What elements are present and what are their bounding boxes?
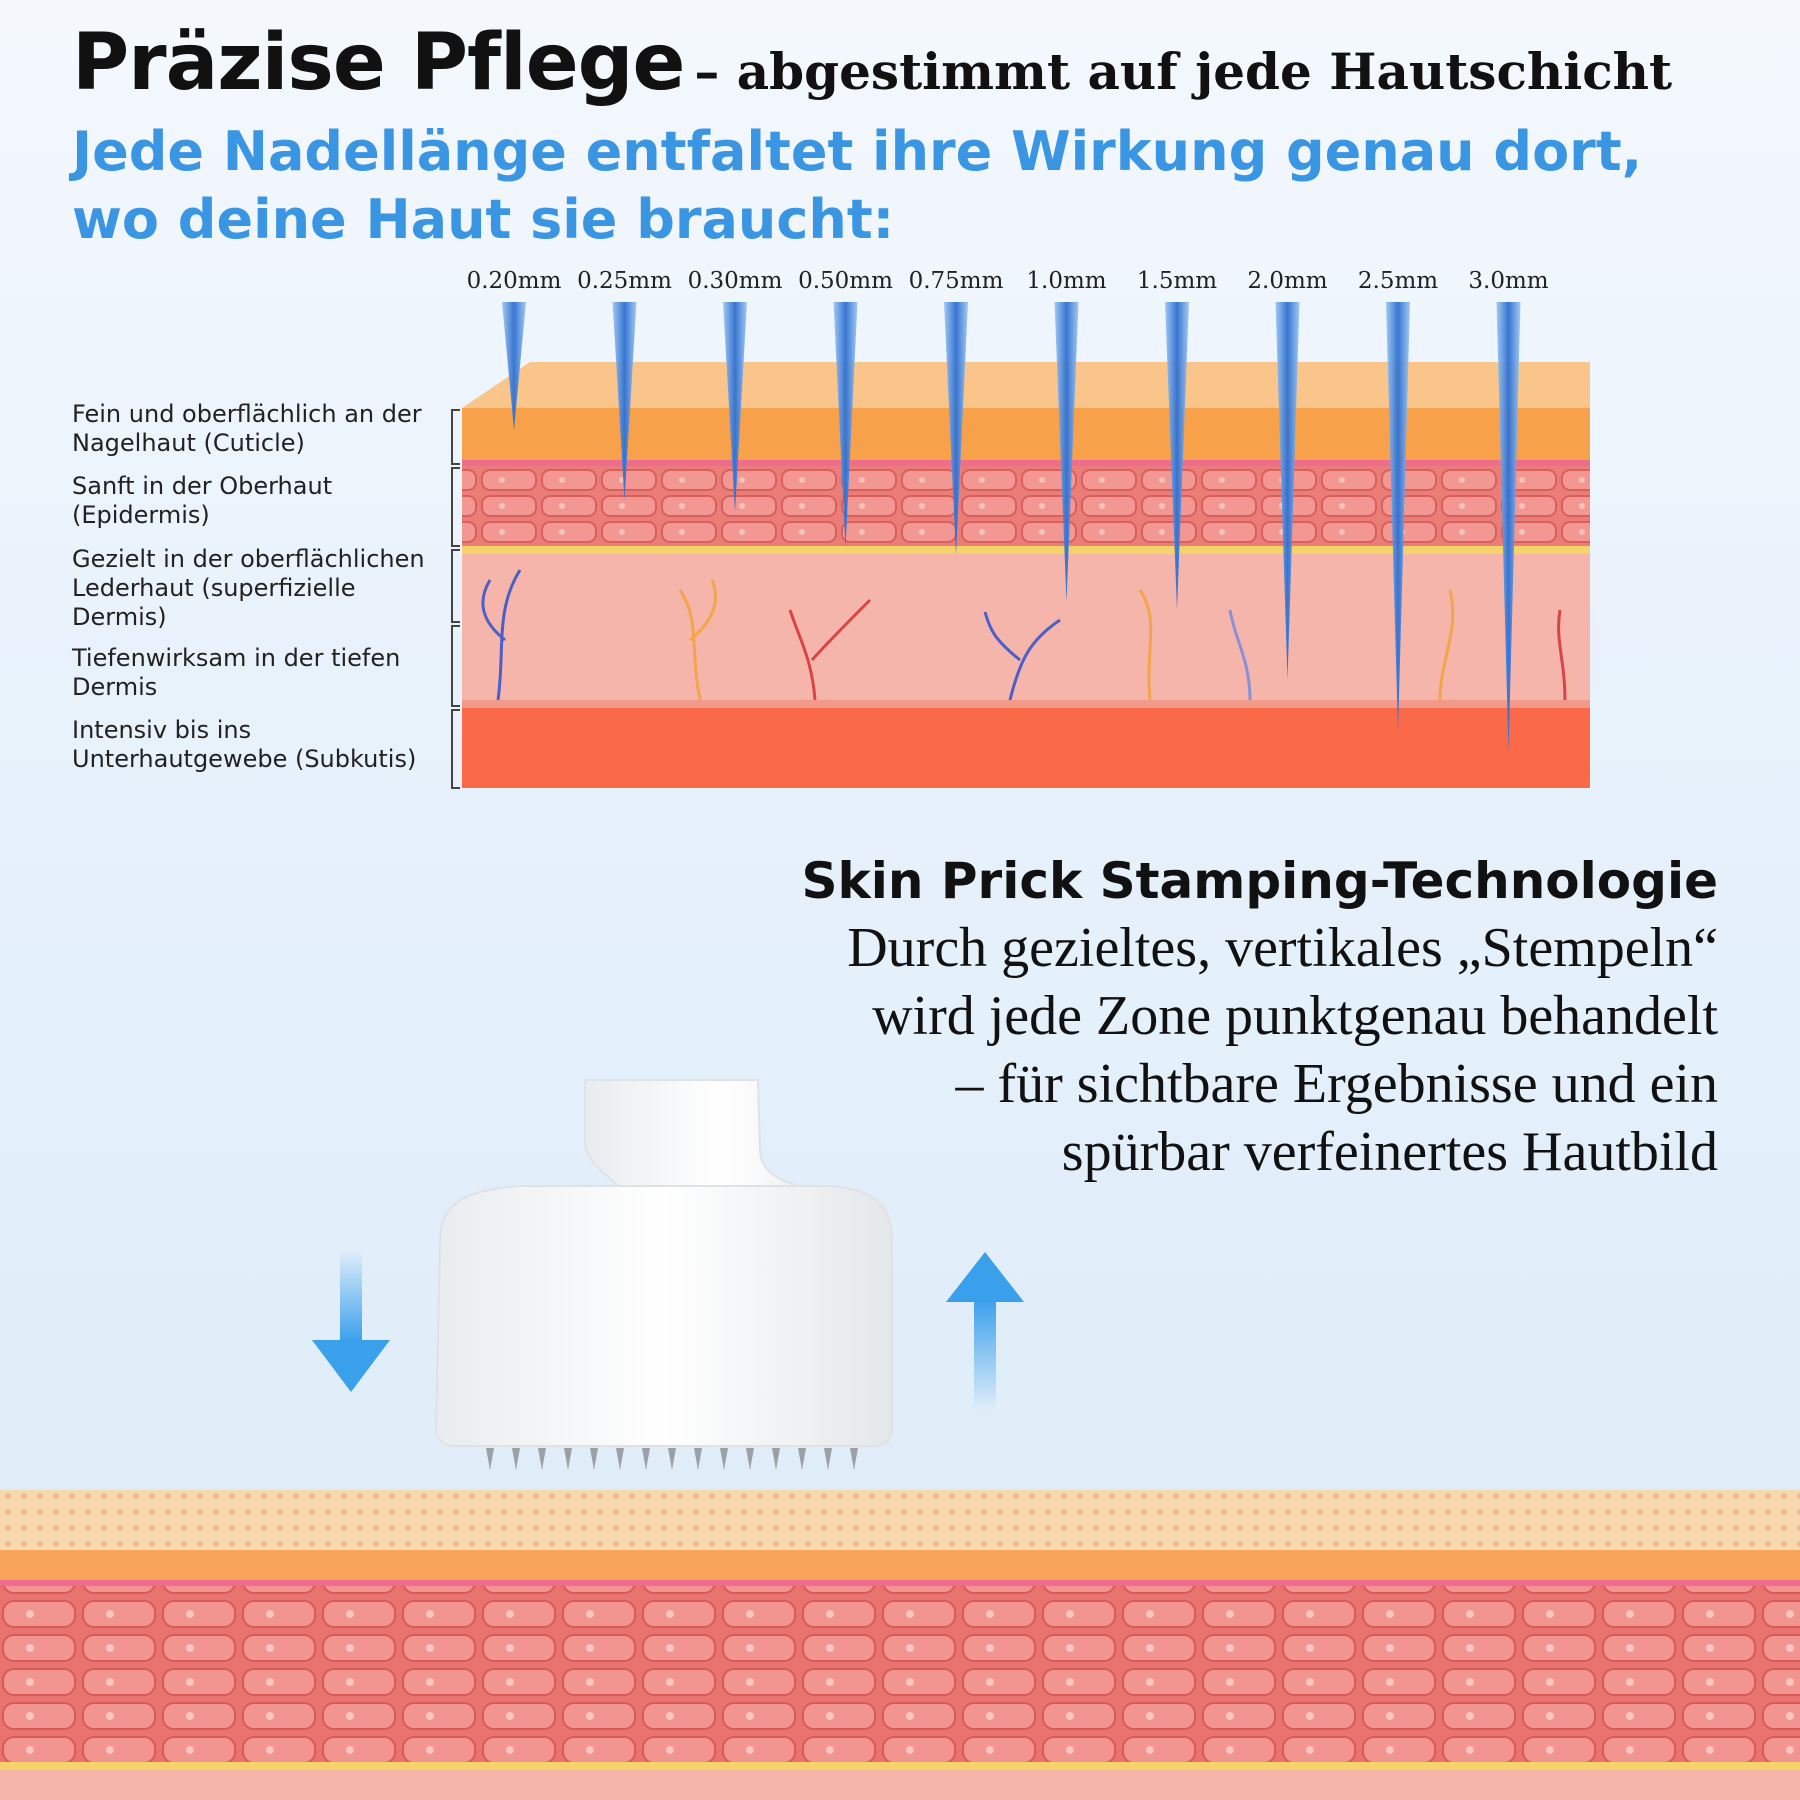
- needle-label: 1.5mm: [1136, 268, 1218, 294]
- needle-label: 0.50mm: [798, 268, 893, 294]
- layer-label-deep-dermis: Tiefenwirksam in der tiefen Dermis: [72, 644, 401, 701]
- needle-label: 2.5mm: [1357, 268, 1439, 294]
- technology-line-3: – für sichtbare Ergebnisse und ein: [955, 1053, 1718, 1115]
- layer-epidermis: [462, 466, 1590, 546]
- bottom-epidermis: [0, 1586, 1800, 1762]
- layer-subcutis: [462, 708, 1590, 788]
- needle-label: 3.0mm: [1468, 268, 1549, 294]
- needle-label: 2.0mm: [1247, 268, 1328, 294]
- technology-line-4: spürbar verfeinertes Hautbild: [1061, 1121, 1718, 1183]
- layer-label-cuticle: Fein und oberflächlich an der Nagelhaut (Cuticle): [72, 400, 422, 457]
- layer-label-superficial-dermis: Gezielt in der oberflächlichen Lederhaut (superfizielle Dermis): [72, 545, 425, 631]
- needle-label: 1.0mm: [1026, 268, 1107, 294]
- subtitle: Jede Nadellänge entfaltet ihre Wirkung genau dort, wo deine Haut sie braucht:: [72, 120, 1643, 251]
- layer-cuticle: [462, 408, 1590, 464]
- needle-label: 0.75mm: [908, 268, 1004, 294]
- technology-line-1: Durch gezieltes, vertikales „Stempeln“: [847, 917, 1718, 979]
- title-suffix: – abgestimmt auf jede Hautschicht: [694, 42, 1673, 101]
- layer-dermis: [462, 554, 1590, 706]
- title-main: Präzise Pflege: [72, 18, 685, 108]
- layer-brackets: [452, 410, 460, 788]
- layer-label-epidermis: Sanft in der Oberhaut (Epidermis): [72, 472, 333, 529]
- needle-label: 0.20mm: [466, 268, 562, 294]
- arrow-down-icon: [312, 1250, 390, 1392]
- needle-label: 0.30mm: [687, 268, 783, 294]
- technology-title: Skin Prick Stamping-Technologie: [801, 852, 1718, 910]
- technology-block: [518, 848, 1718, 1186]
- arrow-up-icon: [946, 1252, 1024, 1410]
- technology-line-2: wird jede Zone punktgenau behandelt: [872, 985, 1718, 1047]
- needle-label: 0.25mm: [577, 268, 672, 294]
- layer-label-subcutis: Intensiv bis ins Unterhautgewebe (Subkutis): [72, 716, 417, 773]
